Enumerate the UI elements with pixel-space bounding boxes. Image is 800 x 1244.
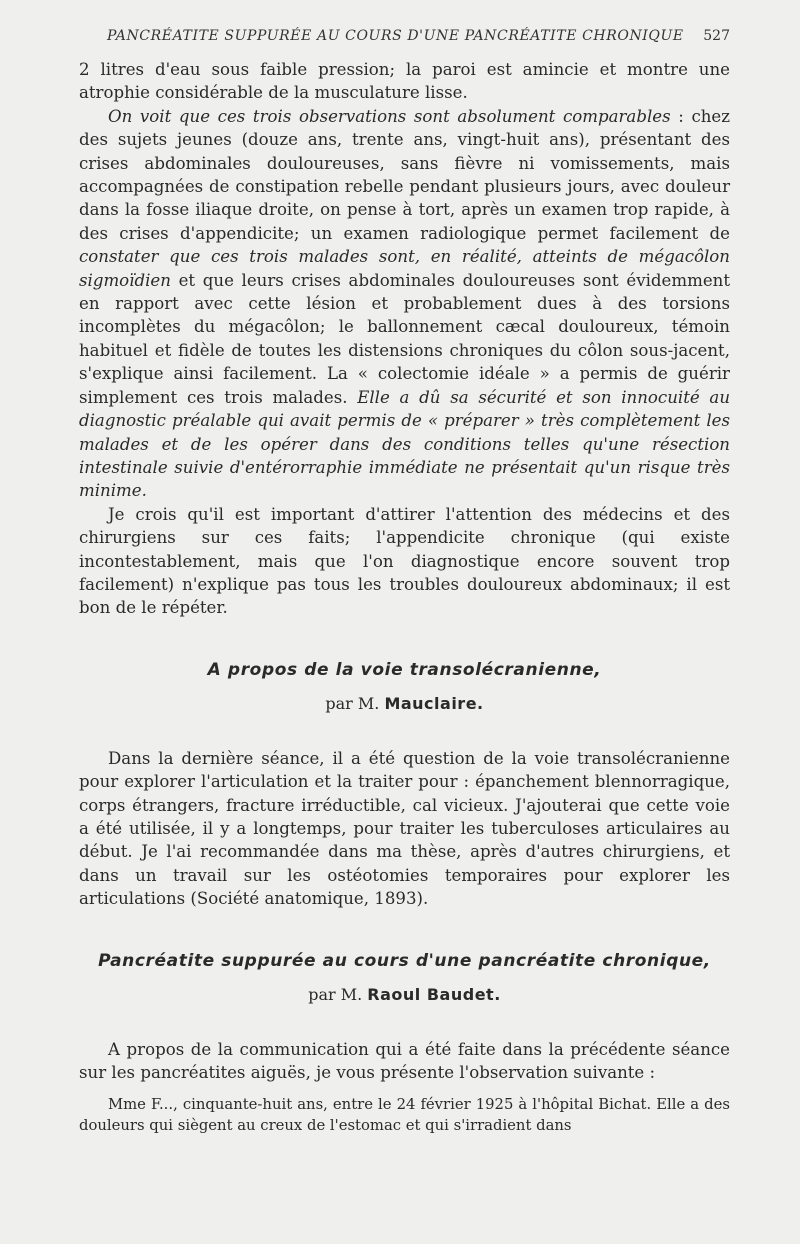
paragraph-continuation: 2 litres d'eau sous faible pression; la paroi est amincie et montre une atrophie considérable de la musculature lisse. xyxy=(79,60,730,103)
byline-baudet: par M. Raoul Baudet. xyxy=(308,984,501,1004)
paragraph-observation: Mme F..., cinquante-huit ans, entre le 24 février 1925 à l'hôpital Bichat. Elle a des douleurs qui siègent au creux de l'estomac et qui s'irradient dans xyxy=(79,1096,730,1135)
paragraph-conclusion: Je crois qu'il est important d'attirer l'attention des médecins et des chirurgiens sur ces faits; l'appendicite chronique (qui existe incontestablement, mais que l'on diagnostique encore souvent trop facilement) n'explique pas tous les troubles douloureux abdominaux; il est bon de le répéter. xyxy=(79,504,730,618)
author-name: Mauclaire. xyxy=(384,693,484,713)
running-head xyxy=(79,28,730,44)
byline-mauclaire: par M. Mauclaire. xyxy=(325,693,484,713)
section-title-transolecranienne: A propos de la voie transolécranienne, xyxy=(207,659,602,680)
section-title-pancreatite: Pancréatite suppurée au cours d'une pancréatite chronique, xyxy=(98,950,711,971)
mme-abbreviation: Mme xyxy=(108,1096,146,1114)
paragraph-pancreatite-intro: A propos de la communication qui a été faite dans la précédente séance sur les pancréatites aiguës, je vous présente l'observation suivante : xyxy=(79,1039,730,1082)
page-number: 527 xyxy=(703,28,730,44)
paragraph-transolecranienne: Dans la dernière séance, il a été question de la voie transolécranienne pour explorer l'articulation et la traiter pour : épanchement blennorragique, corps étrangers, fracture irréductible, cal vicieux. J'ajouterai que cette voie a été utilisée, il y a longtemps, pour traiter les tuberculoses articulaires au début. Je l'ai recommandée dans ma thèse, après d'autres chirurgiens, et dans un travail sur les ostéotomies temporaires pour explorer les articulations (Société anatomique, 1893). xyxy=(79,748,730,909)
author-name: Raoul Baudet. xyxy=(367,984,501,1004)
running-head-title: PANCRÉATITE SUPPURÉE AU COURS D'UNE PANCRÉATITE CHRONIQUE xyxy=(107,28,684,44)
paragraph-observations-comparison: On voit que ces trois observations sont absolument comparables : chez des sujets jeunes (douze ans, trente ans, vingt-huit ans), présentant des crises abdominales douloureuses, sans fièvre ni vomissements, mais accompagnées de constipation rebelle pendant plusieurs jours, avec douleur dans la fosse iliaque droite, on pense à tort, après un examen trop rapide, à des crises d'appendicite; un examen radiologique permet facilement de constater que ces trois malades sont, en réalité, atteints de mégacôlon sigmoïdien et que leurs crises abdominales douloureuses sont évidemment en rapport avec cette lésion et probablement dues à des torsions incomplètes du mégacôlon; le ballonnement cæcal douloureux, témoin habituel et fidèle de toutes les distensions chroniques du côlon sous-jacent, s'explique ainsi facilement. La « colectomie idéale » a permis de guérir simplement ces trois malades. Elle a dû sa sécurité et son innocuité au diagnostic préalable qui avait permis de « préparer » très complètement les malades et de les opérer dans des conditions telles qu'une résection intestinale suivie d'entérorraphie immédiate ne présentait qu'un risque très minime. xyxy=(79,106,731,501)
